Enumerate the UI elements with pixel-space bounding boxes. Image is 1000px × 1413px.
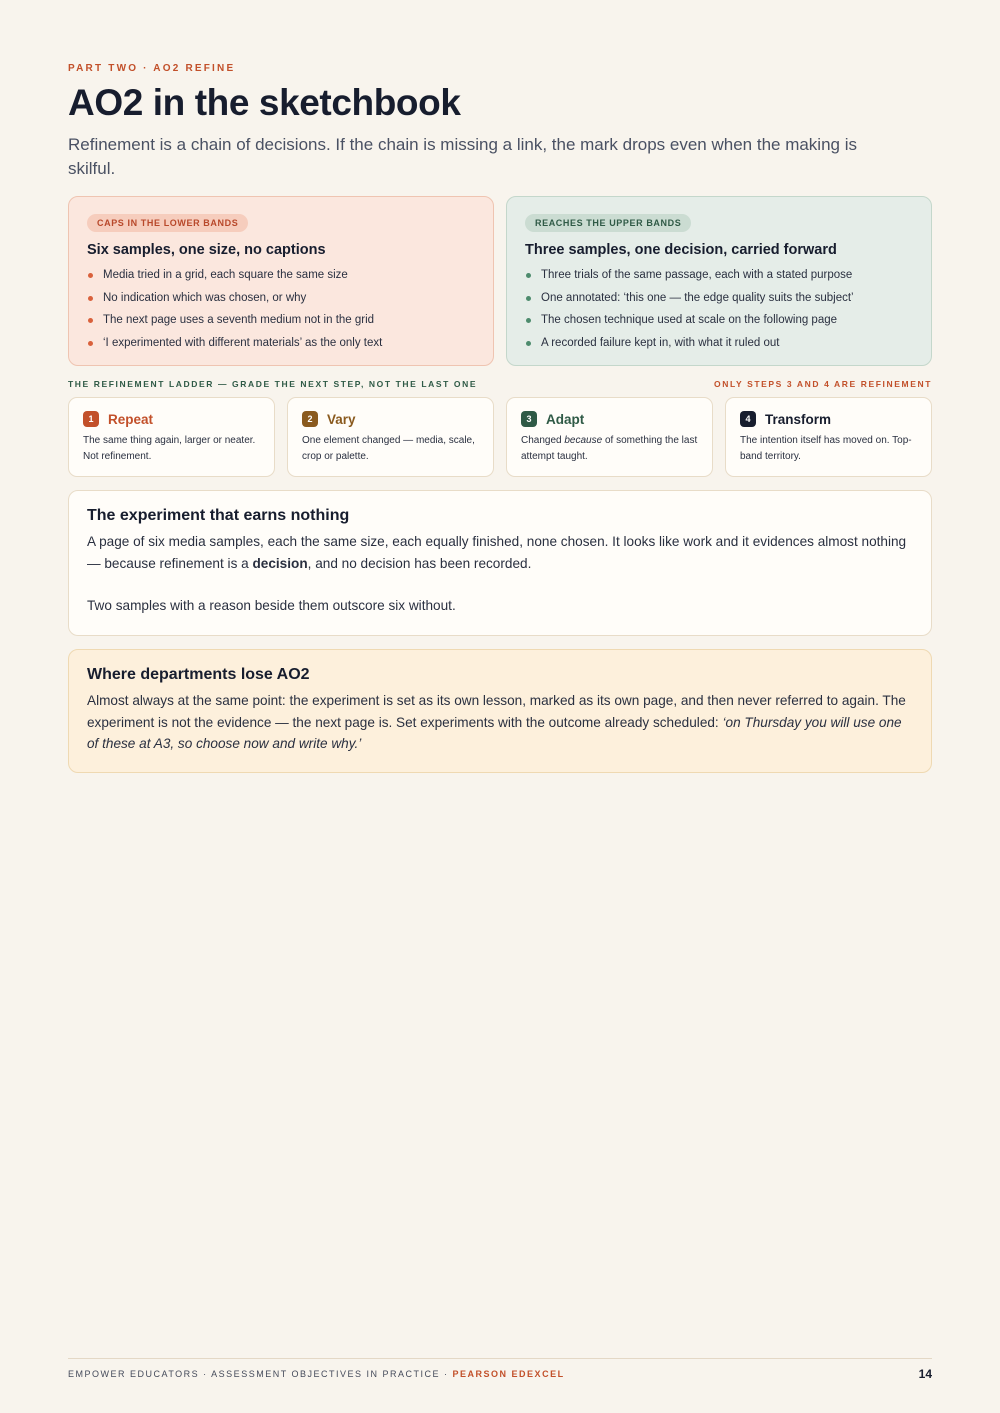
list-item: Media tried in a grid, each square the same size	[87, 264, 475, 287]
page-title: AO2 in the sketchbook	[68, 82, 461, 123]
comparison-cards	[68, 196, 932, 366]
step-vary	[287, 397, 494, 477]
step-name: Adapt	[546, 411, 585, 427]
experiment-title: The experiment that earns nothing	[87, 507, 350, 524]
step-adapt	[506, 397, 713, 477]
ladder-note: ONLY STEPS 3 AND 4 ARE REFINEMENT	[714, 379, 932, 389]
footer-divider	[68, 1358, 932, 1359]
footer-text: EMPOWER EDUCATORS · ASSESSMENT OBJECTIVES IN PRACTICE · PEARSON EDEXCEL	[68, 1369, 565, 1379]
list-item: The next page uses a seventh medium not in the grid	[87, 309, 475, 332]
step-description: Changed because of something the last attempt taught.	[521, 435, 698, 462]
ladder-heading: THE REFINEMENT LADDER — GRADE THE NEXT STEP, NOT THE LAST ONE	[68, 379, 478, 389]
footer-brand: PEARSON EDEXCEL	[452, 1369, 565, 1379]
refinement-ladder	[68, 397, 932, 477]
list-item: ‘I experimented with different materials’ as the only text	[87, 332, 475, 355]
lower-bands-pill: CAPS IN THE LOWER BANDS	[87, 214, 248, 232]
step-description: One element changed — media, scale, crop or palette.	[302, 435, 475, 462]
departments-text: Almost always at the same point: the experiment is set as its own lesson, marked as its own page, and then never referred to again. The experiment is not the evidence — the next page is. Set experiments with the outcome already scheduled: ‘on Thursday you will use one of these at A3, so choose now and write why.’	[87, 693, 906, 751]
step-description: The same thing again, larger or neater. Not refinement.	[83, 435, 256, 462]
experiment-text: A page of six media samples, each the same size, each equally finished, none chosen. It looks like work and it evidences almost nothing — because refinement is a decision, and no decision has been recorded.	[87, 534, 907, 571]
step-repeat	[68, 397, 275, 477]
upper-bands-card	[506, 196, 932, 366]
departments-callout	[68, 649, 932, 773]
lower-bands-title: Six samples, one size, no captions	[87, 242, 326, 258]
step-number-badge: 3	[521, 411, 537, 427]
list-item: A recorded failure kept in, with what it ruled out	[525, 332, 913, 355]
step-number-badge: 2	[302, 411, 318, 427]
step-transform	[725, 397, 932, 477]
ladder-heading-row	[68, 379, 932, 391]
step-name: Vary	[327, 411, 356, 427]
departments-title: Where departments lose AO2	[87, 666, 310, 683]
list-item: The chosen technique used at scale on the following page	[525, 309, 913, 332]
step-name: Transform	[765, 411, 832, 427]
step-name: Repeat	[108, 411, 154, 427]
experiment-text-2: Two samples with a reason beside them outscore six without.	[87, 598, 456, 613]
section-kicker: PART TWO · AO2 REFINE	[68, 63, 236, 74]
list-item: No indication which was chosen, or why	[87, 287, 475, 310]
list-item: Three trials of the same passage, each with a stated purpose	[525, 264, 913, 287]
lower-bands-list	[87, 264, 475, 354]
upper-bands-title: Three samples, one decision, carried forward	[525, 242, 837, 258]
upper-bands-list	[525, 264, 913, 354]
upper-bands-pill: REACHES THE UPPER BANDS	[525, 214, 691, 232]
page-number: 14	[918, 1367, 932, 1381]
lower-bands-card	[68, 196, 494, 366]
experiment-callout	[68, 490, 932, 636]
step-number-badge: 4	[740, 411, 756, 427]
step-description: The intention itself has moved on. Top-band territory.	[740, 435, 912, 462]
page-subtitle: Refinement is a chain of decisions. If the chain is missing a link, the mark drops even when the making is skilful.	[68, 135, 857, 178]
list-item: One annotated: ‘this one — the edge quality suits the subject’	[525, 287, 913, 310]
step-number-badge: 1	[83, 411, 99, 427]
